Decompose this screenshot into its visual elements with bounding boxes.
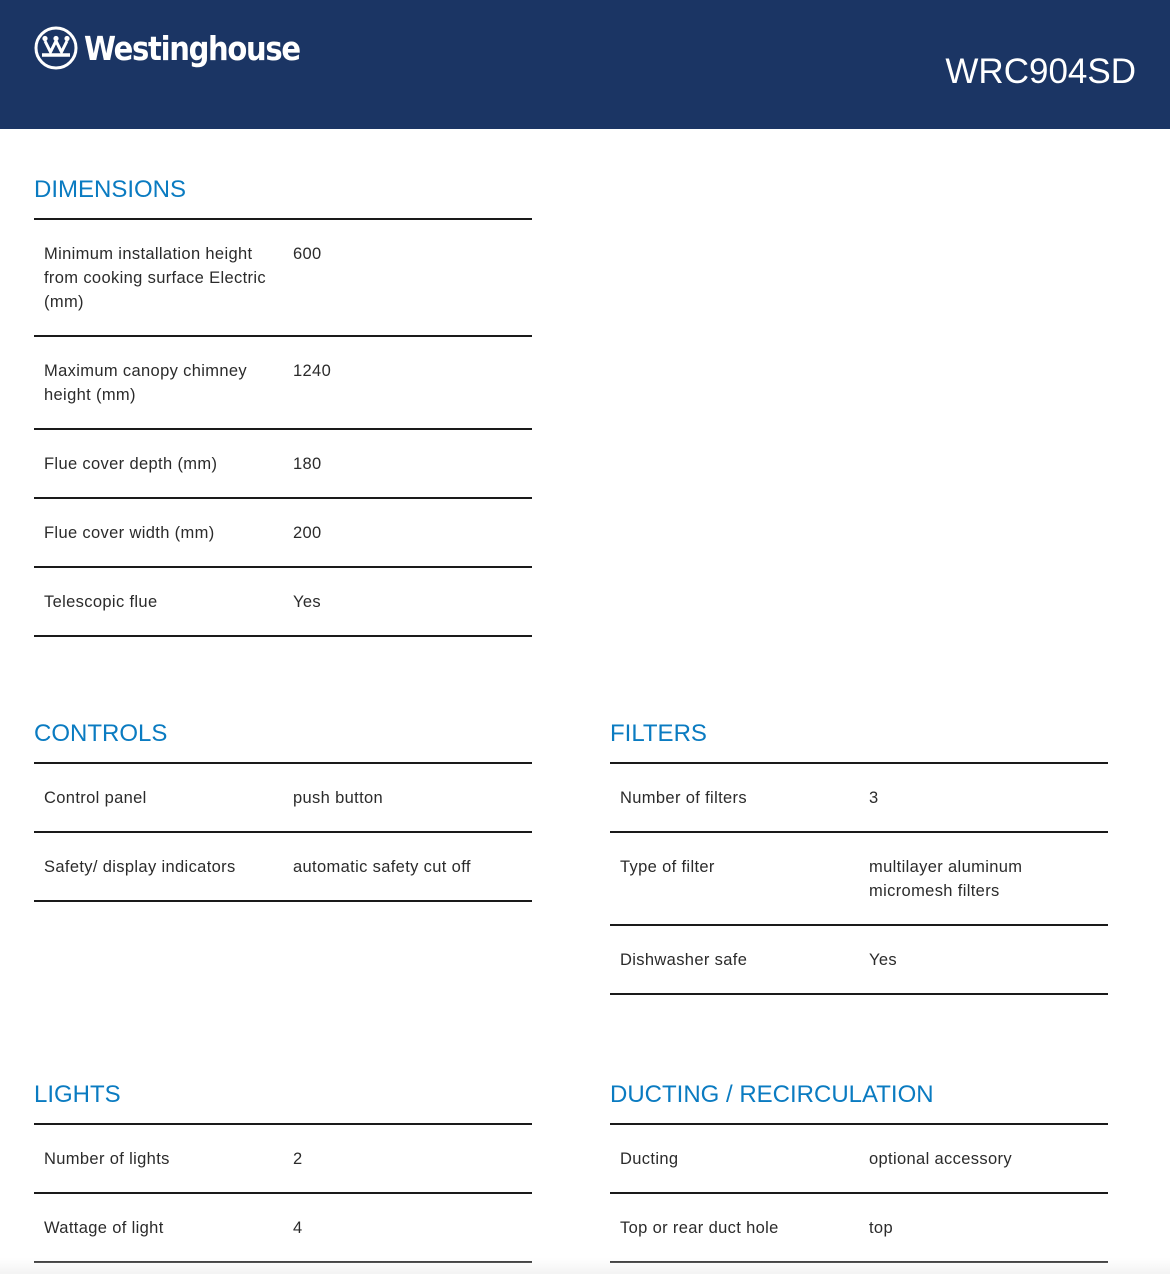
spec-value: push button [293,789,384,807]
spec-label: Wattage of light [44,1219,164,1237]
spec-label: Number of filters [620,789,747,807]
spec-value: multilayer aluminum micromesh filters [869,858,1023,900]
page-header [0,0,1170,129]
spec-label: Control panel [44,789,147,807]
spec-row [610,762,1108,831]
spec-label: Safety/ display indicators [44,858,236,876]
spec-row [34,1123,532,1192]
spec-label: Number of lights [44,1150,170,1168]
spec-table [610,762,1108,995]
spec-row [34,566,532,637]
spec-row [34,831,532,902]
spec-value: 1240 [293,362,332,380]
spec-row [610,831,1108,924]
section-title: CONTROLS [34,720,168,747]
spec-value: 3 [869,789,879,807]
spec-value: Yes [869,951,897,969]
spec-row [34,218,532,335]
spec-label: Minimum installation height from cooking surface Electric (mm) [44,245,266,311]
spec-row [610,1192,1108,1263]
westinghouse-w-logo-icon [34,26,78,70]
section-title: FILTERS [610,720,707,747]
spec-table [34,218,532,637]
section-controls [34,720,532,902]
section-title: DIMENSIONS [34,176,187,203]
page-bottom-fade [0,1258,1170,1274]
spec-row [34,762,532,831]
spec-value: top [869,1219,893,1237]
section-filters [610,720,1108,995]
spec-label: Flue cover depth (mm) [44,455,218,473]
spec-label: Top or rear duct hole [620,1219,779,1237]
spec-row [34,497,532,566]
spec-value: 2 [293,1150,303,1168]
spec-row [34,1192,532,1263]
spec-value: automatic safety cut off [293,858,471,876]
spec-table [610,1123,1108,1263]
spec-row [610,924,1108,995]
spec-label: Flue cover width (mm) [44,524,215,542]
section-title: DUCTING / RECIRCULATION [610,1081,934,1108]
spec-label: Maximum canopy chimney height (mm) [44,362,248,404]
spec-value: 180 [293,455,322,473]
spec-label: Telescopic flue [44,593,158,611]
spec-table [34,1123,532,1263]
spec-label: Type of filter [620,858,715,876]
spec-value: 4 [293,1219,303,1237]
brand-logo [34,26,329,70]
section-lights [34,1081,532,1263]
spec-row [610,1123,1108,1192]
spec-value: optional accessory [869,1150,1012,1168]
section-title: LIGHTS [34,1081,121,1108]
brand-name: Westinghouse [84,28,300,68]
spec-row [34,428,532,497]
spec-value: 600 [293,245,322,263]
spec-value: 200 [293,524,322,542]
spec-table [34,762,532,902]
spec-label: Dishwasher safe [620,951,748,969]
spec-row [34,335,532,428]
model-number: WRC904SD [945,52,1136,91]
section-dimensions [34,176,532,637]
spec-label: Ducting [620,1150,679,1168]
section-ducting [610,1081,1108,1263]
spec-value: Yes [293,593,321,611]
